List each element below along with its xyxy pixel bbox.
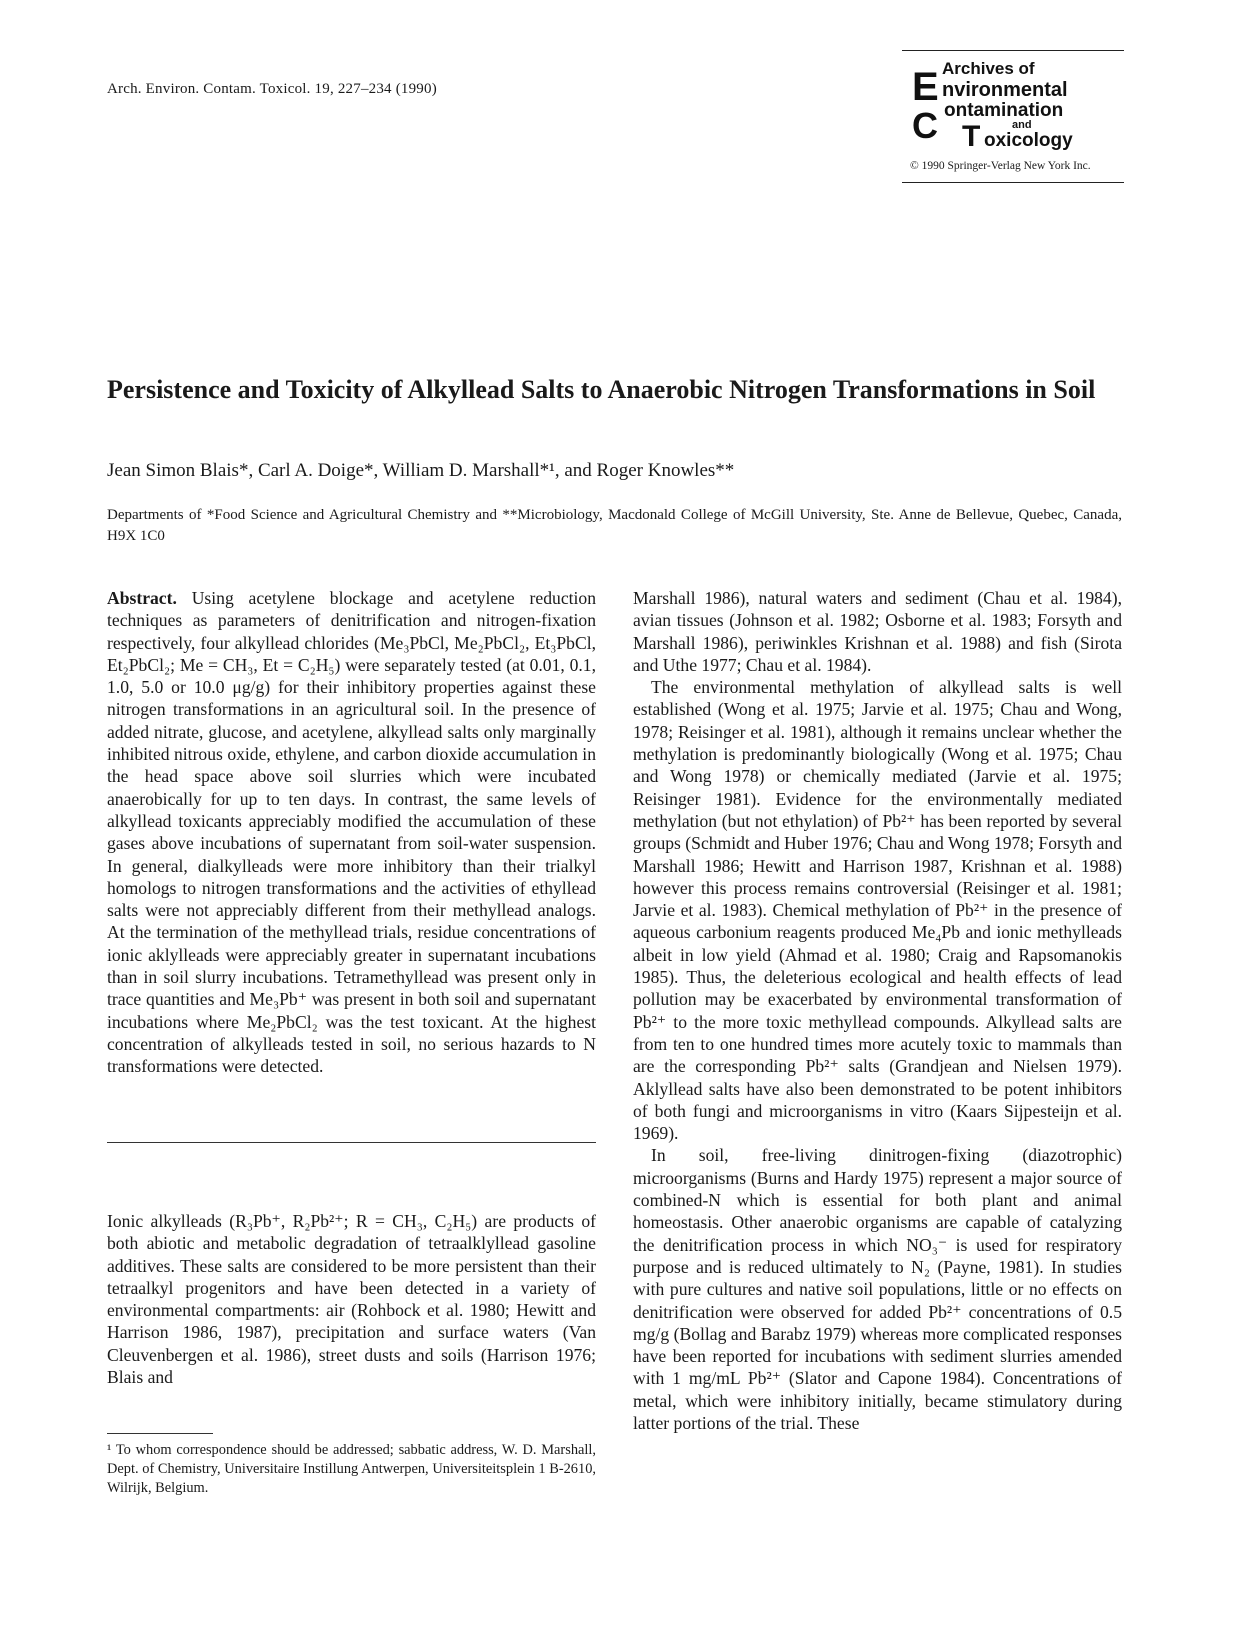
abstract-label: Abstract.	[107, 588, 177, 608]
journal-logo-block	[902, 50, 1124, 184]
body-paragraph: In soil, free-living dinitrogen-fixing (diazotrophic) microorganisms (Burns and Hardy 1975) represent a major source of combined-N which is essential for both plant and animal homeostasis. Other anaerobic organisms are capable of catalyzing the denitrification process in which NO₃⁻ is used for respiratory purpose and is reduced ultimately to N₂ (Payne, 1981). In studies with pure cultures and native soil populations, little or no effects on denitrification were observed for added Pb²⁺ concentrations of 0.5 mg/g (Bollag and Barabz 1979) whereas more complicated responses have been reported for incubations with sediment slurries amended with 1 mg/mL Pb²⁺ (Slator and Capone 1984). Concentrations of metal, which were inhibitory initially, became stimulatory during latter portions of the trial. These	[633, 1145, 1122, 1433]
intro-paragraph: Ionic alkylleads (R₃Pb⁺, R₂Pb²⁺; R = CH₃, C₂H₅) are products of both abiotic and metabolic degradation of tetraalklyllead gasoline additives. These salts are considered to be more persistent than their tetraalkyl progenitors and have been detected in a variety of environmental compartments: air (Rohbock et al. 1980; Hewitt and Harrison 1986, 1987), precipitation and surface waters (Van Cleuvenbergen et al. 1986), street dusts and soils (Harrison 1976; Blais and	[107, 1211, 596, 1388]
svg-text:E: E	[912, 65, 939, 109]
abstract	[107, 587, 596, 1078]
journal-citation: Arch. Environ. Contam. Toxicol. 19, 227–234 (1990)	[107, 81, 437, 97]
svg-text:and: and	[1012, 119, 1032, 131]
logo-bottom-rule	[902, 182, 1124, 183]
author-list: Jean Simon Blais*, Carl A. Doige*, William D. Marshall*¹, and Roger Knowles**	[107, 460, 735, 481]
right-column	[633, 587, 1122, 1434]
svg-text:C: C	[912, 105, 938, 146]
article-title: Persistence and Toxicity of Alkyllead Salts to Anaerobic Nitrogen Transformations in Soil	[107, 375, 1096, 404]
svg-text:nvironmental: nvironmental	[942, 79, 1068, 101]
footnote-divider	[107, 1433, 213, 1434]
journal-logo-image	[912, 56, 1122, 152]
abstract-text: Using acetylene blockage and acetylene reduction techniques as parameters of denitrification and nitrogen-fixation respectively, four alkyllead chlorides (Me₃PbCl, Me₂PbCl₂, Et₃PbCl, Et₂PbCl₂; Me = CH₃, Et = C₂H₅) were separately tested (at 0.01, 0.1, 1.0, 5.0 or 10.0 μg/g) for their inhibitory properties against these nitrogen transformations in an agricultural soil. In the presence of added nitrate, glucose, and acetylene, alkyllead salts only marginally inhibited nitrous oxide, ethylene, and carbon dioxide accumulation in the head space above soil slurries which were incubated anaerobically for up to ten days. In contrast, the same levels of alkyllead toxicants appreciably modified the accumulation of these gases above incubations of supernatant from soil-water suspension. In general, dialkylleads were more inhibitory than their trialkyl homologs to nitrogen transformations and the activities of ethyllead salts were not appreciably different from their methyllead analogs. At the termination of the methyllead trials, residue concentrations of ionic aklylleads were appreciably greater in supernatant incubations than in soil slurry incubations. Tetramethyllead was present only in trace quantities and Me₃Pb⁺ was present in both soil and supernatant incubations where Me₂PbCl₂ was the test toxicant. At the highest concentration of alkylleads tested in soil, no serious hazards to N transformations were detected.	[107, 588, 597, 1077]
body-paragraph: Marshall 1986), natural waters and sediment (Chau et al. 1984), avian tissues (Johnson et al. 1982; Osborne et al. 1983; Forsyth and Marshall 1986), periwinkles Krishnan et al. 1988) and fish (Sirota and Uthe 1977; Chau et al. 1984).	[633, 588, 1122, 675]
copyright-notice: © 1990 Springer-Verlag New York Inc.	[910, 160, 1091, 172]
svg-text:oxicology: oxicology	[984, 130, 1073, 151]
svg-text:Archives of: Archives of	[942, 59, 1035, 78]
body-paragraph: The environmental methylation of alkyllead salts is well established (Wong et al. 1975; Jarvie et al. 1975; Chau and Wong, 1978; Reisinger et al. 1981), although it remains unclear whether the methylation is predominantly biologically (Wong et al. 1975; Chau and Wong 1978) or chemically mediated (Jarvie et al. 1975; Reisinger 1981). Evidence for the environmentally mediated methylation (but not ethylation) of Pb²⁺ has been reported by several groups (Schmidt and Huber 1976; Chau and Wong 1978; Forsyth and Marshall 1986; Hewitt and Harrison 1987, Krishnan et al. 1988) however this process remains controversial (Reisinger et al. 1981; Jarvie et al. 1983). Chemical methylation of Pb²⁺ in the presence of aqueous carbonium reagents produced Me₄Pb and ionic methylleads albeit in low yield (Ahmad et al. 1980; Craig and Rapsomanokis 1985). Thus, the deleterious ecological and health effects of lead pollution may be exacerbated by environmental transformation of Pb²⁺ to the more toxic methyllead compounds. Alkyllead salts are from ten to one hundred times more acutely toxic to mammals than are the corresponding Pb²⁺ salts (Grandjean and Nielsen 1979). Aklyllead salts have also been demonstrated to be potent inhibitors of both fungi and microorganisms in vitro (Kaars Sijpesteijn et al. 1969).	[633, 677, 1122, 1144]
abstract-divider	[107, 1142, 596, 1143]
svg-text:T: T	[962, 120, 981, 152]
author-affiliation: Departments of *Food Science and Agricultural Chemistry and **Microbiology, Macdonald College of McGill University, Ste. Anne de Bellevue, Quebec, Canada, H9X 1C0	[107, 507, 1122, 544]
footnote: ¹ To whom correspondence should be addressed; sabbatic address, W. D. Marshall, Dept. of Chemistry, Universitaire Instillung Antwerpen, Universiteitsplein 1 B-2610, Wilrijk, Belgium.	[107, 1442, 596, 1496]
svg-text:ontamination: ontamination	[944, 100, 1064, 121]
logo-top-rule	[902, 50, 1124, 51]
